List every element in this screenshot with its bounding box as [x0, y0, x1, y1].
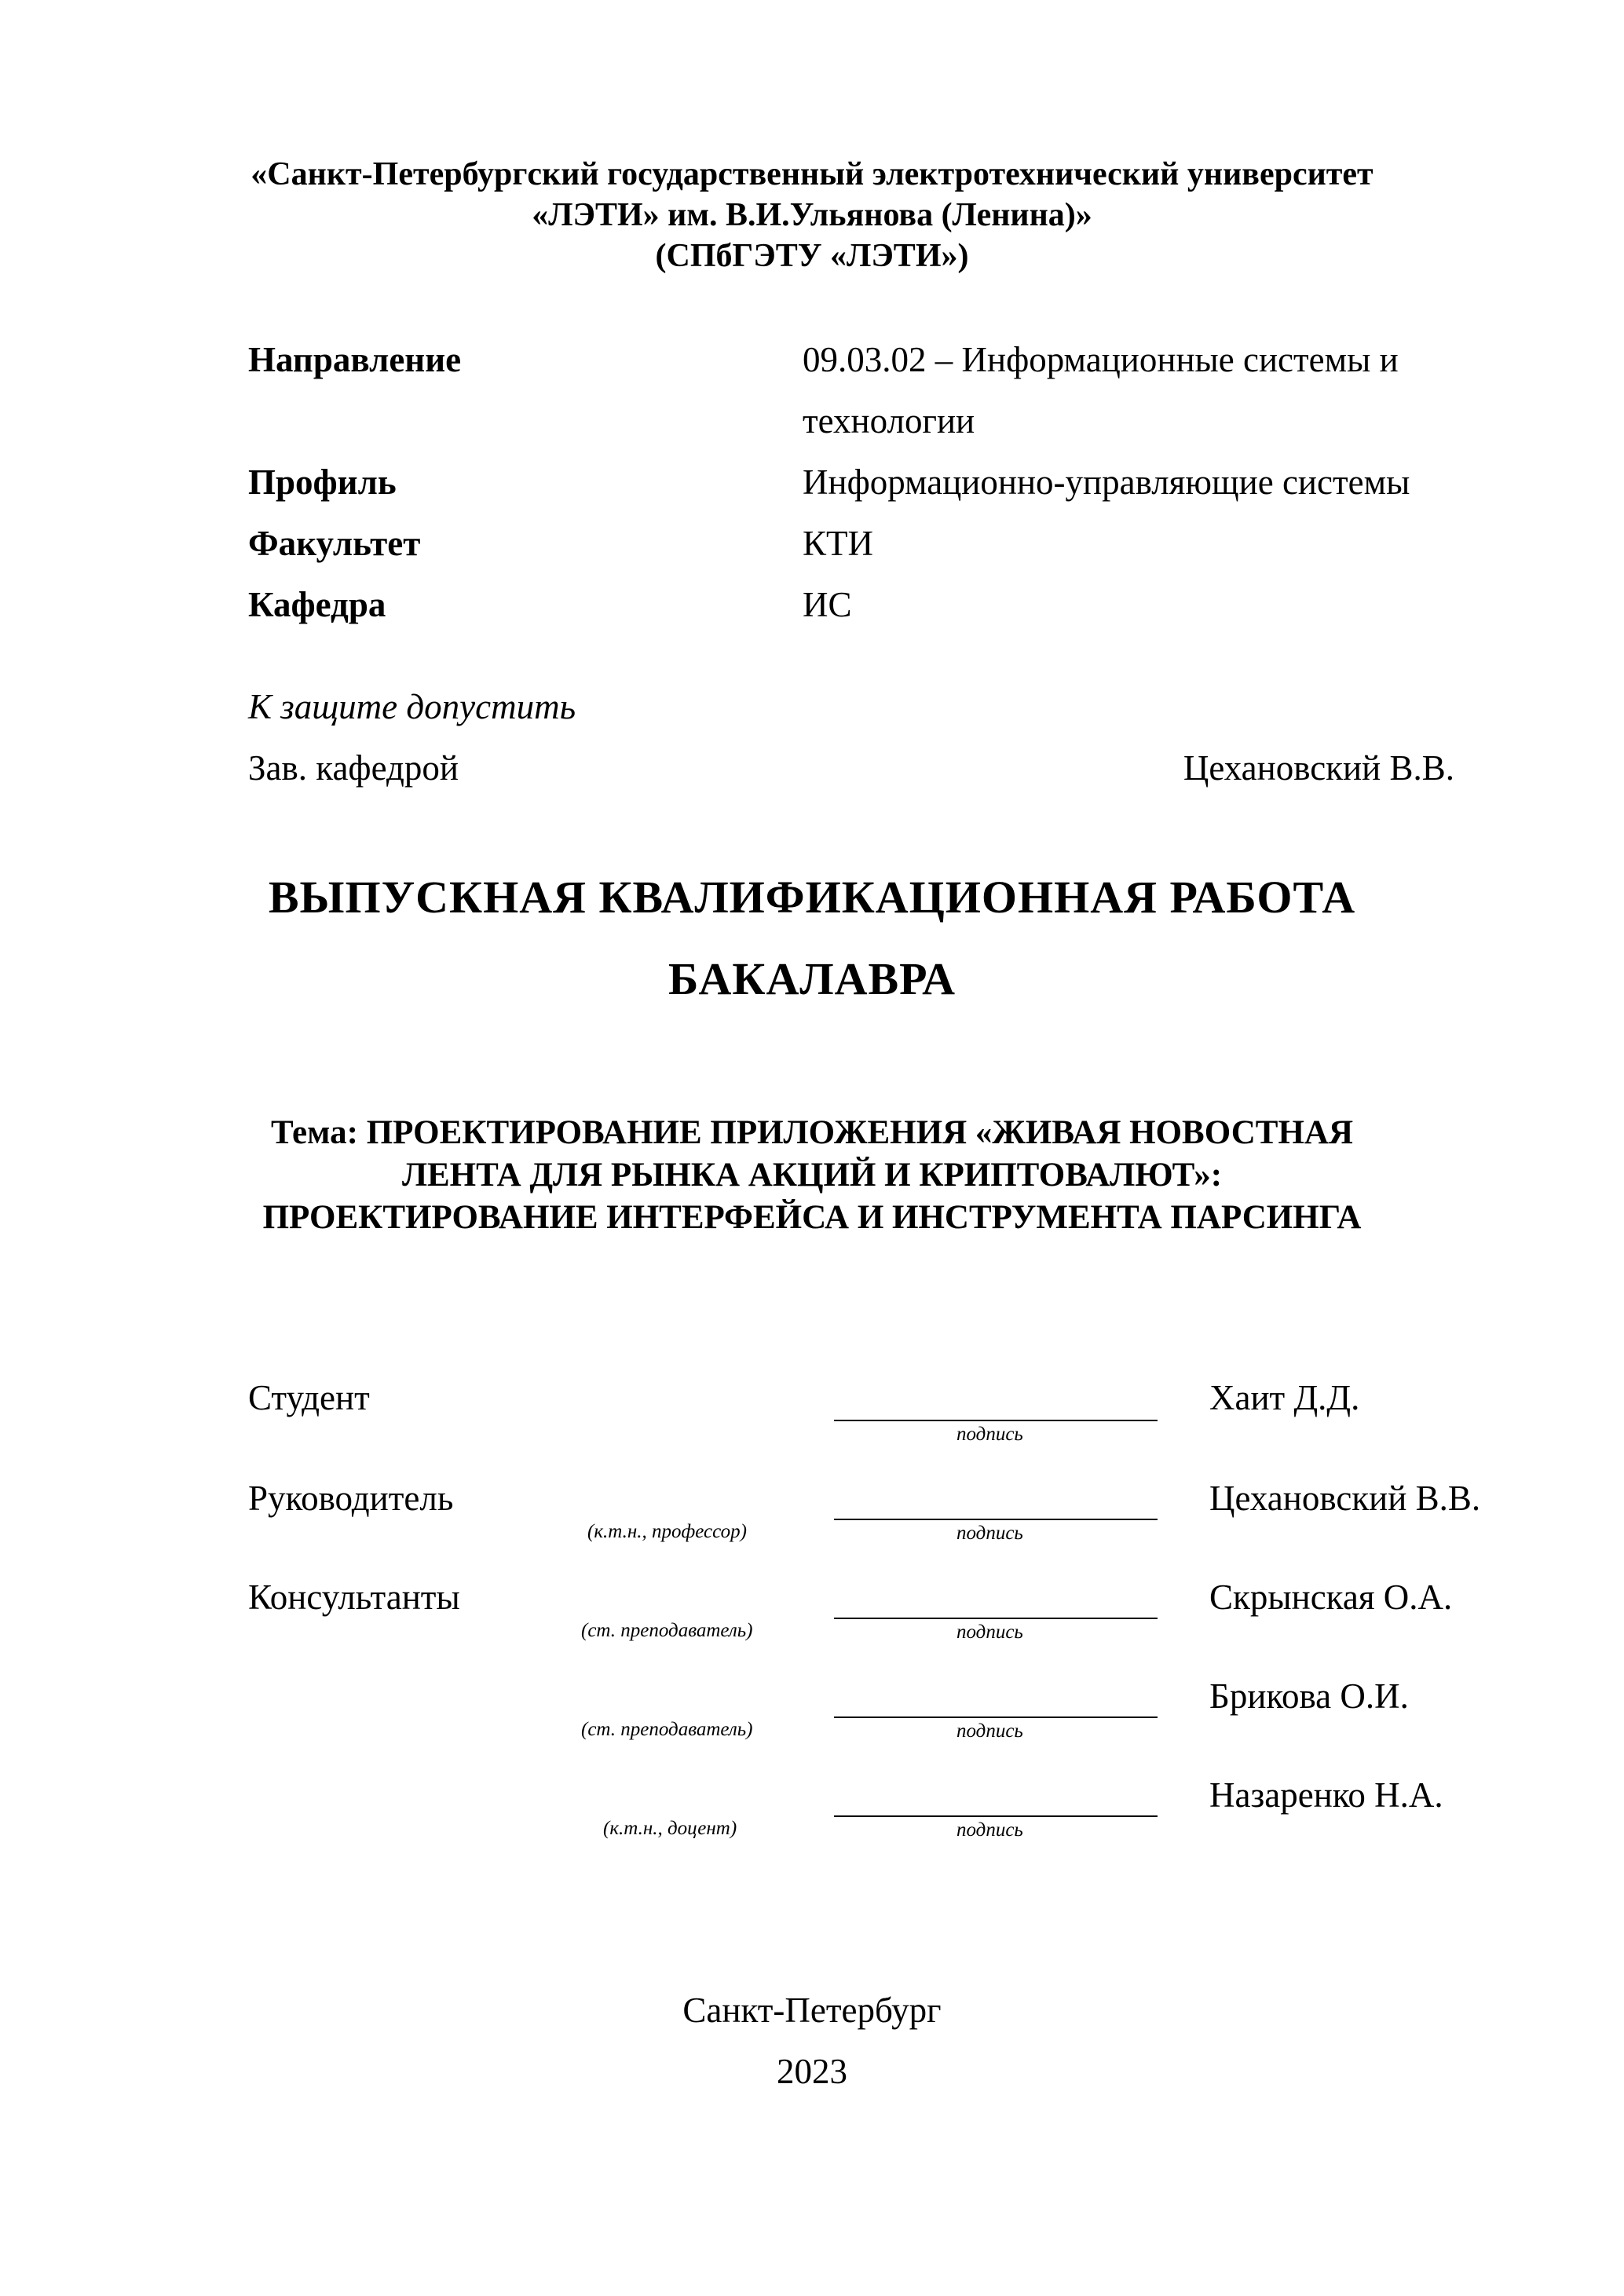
consultant-degree: (к.т.н., доцент) [603, 1818, 737, 1839]
consultant-name: Назаренко Н.А. [1209, 1775, 1443, 1815]
supervisor-degree: (к.т.н., профессор) [587, 1521, 747, 1542]
work-title-line2: БАКАЛАВРА [668, 953, 956, 1004]
head-of-department-name: Цехановский В.В. [1183, 748, 1454, 788]
direction-label: Направление [248, 340, 462, 379]
consultant-signature-line [834, 1815, 1158, 1817]
theme-line1: Тема: ПРОЕКТИРОВАНИЕ ПРИЛОЖЕНИЯ «ЖИВАЯ НОВОСТНАЯ [271, 1114, 1353, 1151]
consultant-name: Брикова О.И. [1209, 1676, 1409, 1716]
theme-line2: ЛЕНТА ДЛЯ РЫНКА АКЦИЙ И КРИПТОВАЛЮТ»: [401, 1157, 1223, 1194]
head-of-department-label: Зав. кафедрой [248, 748, 459, 788]
consultant-degree: (ст. преподаватель) [581, 1719, 753, 1740]
department-label: Кафедра [248, 585, 386, 624]
consultant-signature-caption: подпись [956, 1621, 1023, 1643]
consultant-degree: (ст. преподаватель) [581, 1620, 753, 1641]
work-title-line1: ВЫПУСКНАЯ КВАЛИФИКАЦИОННАЯ РАБОТА [268, 872, 1356, 923]
student-signature-caption: подпись [956, 1424, 1023, 1445]
supervisor-signature-caption: подпись [956, 1523, 1023, 1544]
supervisor-name: Цехановский В.В. [1209, 1479, 1481, 1518]
consultant-name: Скрынская О.А. [1209, 1578, 1453, 1617]
profile-value: Информационно-управляющие системы [803, 462, 1410, 502]
footer-city: Санкт-Петербург [682, 1991, 942, 2030]
theme-line3: ПРОЕКТИРОВАНИЕ ИНТЕРФЕЙСА И ИНСТРУМЕНТА ПАРСИНГА [262, 1199, 1362, 1236]
supervisor-signature-line [834, 1519, 1158, 1520]
faculty-value: КТИ [803, 524, 873, 563]
consultant-signature-caption: подпись [956, 1720, 1023, 1742]
student-name: Хаит Д.Д. [1209, 1378, 1360, 1417]
consultant-signature-caption: подпись [956, 1819, 1023, 1841]
direction-value-line2: технологии [803, 401, 975, 441]
university-abbreviation: (СПбГЭТУ «ЛЭТИ») [655, 238, 969, 274]
consultants-role: Консультанты [248, 1578, 460, 1617]
student-signature-line [834, 1420, 1158, 1421]
faculty-label: Факультет [248, 524, 421, 563]
approval-text: К защите допустить [248, 687, 576, 726]
university-name-line2: «ЛЭТИ» им. В.И.Ульянова (Ленина)» [532, 197, 1092, 233]
student-role: Студент [248, 1378, 370, 1417]
supervisor-role: Руководитель [248, 1479, 454, 1518]
footer-year: 2023 [777, 2052, 847, 2091]
department-value: ИС [803, 585, 852, 624]
profile-label: Профиль [248, 462, 397, 502]
consultant-signature-line [834, 1618, 1158, 1619]
consultant-signature-line [834, 1717, 1158, 1718]
university-name-line1: «Санкт-Петербургский государственный электротехнический университет [251, 156, 1373, 192]
direction-value-line1: 09.03.02 – Информационные системы и [803, 340, 1399, 379]
